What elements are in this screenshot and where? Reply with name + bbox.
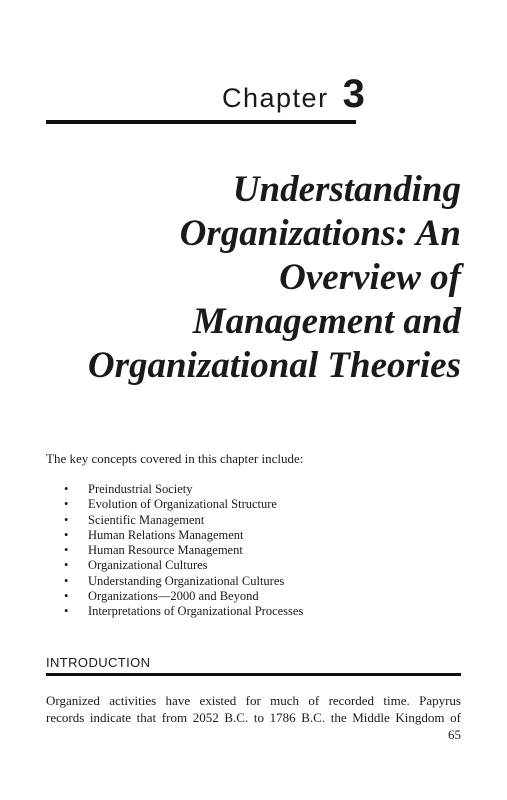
section-heading: INTRODUCTION	[46, 655, 151, 670]
chapter-title	[1, 168, 461, 388]
list-item-text: Organizational Cultures	[88, 558, 208, 573]
list-item-text: Human Relations Management	[88, 527, 244, 542]
list-item	[64, 604, 303, 619]
list-item	[64, 497, 303, 512]
bullet-icon: •	[64, 604, 69, 619]
page-number: 65	[448, 727, 461, 742]
list-item-text: Preindustrial Society	[88, 482, 193, 496]
bullet-icon: •	[64, 558, 69, 573]
chapter-label: Chapter	[222, 83, 329, 113]
bullet-icon: •	[64, 482, 69, 496]
title-line: Management and	[192, 301, 461, 342]
chapter-number: 3	[342, 72, 365, 116]
list-item	[64, 574, 303, 589]
chapter-heading	[0, 72, 507, 117]
list-item	[64, 558, 303, 573]
bullet-icon: •	[64, 512, 69, 527]
bullet-icon: •	[64, 573, 69, 588]
list-item	[64, 589, 303, 604]
list-item-text: Human Resource Management	[88, 543, 243, 558]
title-line: Organizations: An	[179, 213, 461, 254]
body-line: Organized activities have existed for much of recorded time. Papyrus	[46, 693, 461, 708]
key-concepts-intro: The key concepts covered in this chapter include:	[46, 451, 304, 466]
list-item-text: Scientific Management	[88, 512, 205, 527]
title-line: Organizational Theories	[87, 345, 461, 386]
list-item-text: Interpretations of Organizational Processes	[88, 604, 304, 619]
list-item-text: Organizations—2000 and Beyond	[88, 589, 259, 604]
section-rule	[46, 673, 461, 676]
list-item	[64, 528, 303, 543]
bullet-icon: •	[64, 589, 69, 604]
body-line: records indicate that from 2052 B.C. to 1786 B.C. the Middle Kingdom of	[46, 710, 461, 725]
list-item	[64, 543, 303, 558]
list-item	[64, 482, 303, 497]
body-paragraph	[46, 692, 461, 726]
bullet-icon: •	[64, 543, 69, 558]
list-item-text: Evolution of Organizational Structure	[88, 497, 277, 512]
list-item-text: Understanding Organizational Cultures	[88, 573, 285, 588]
list-item	[64, 513, 303, 528]
bullet-icon: •	[64, 497, 69, 512]
key-concepts-list	[64, 482, 303, 620]
title-line: Understanding	[232, 169, 461, 210]
bullet-icon: •	[64, 527, 69, 542]
title-line: Overview of	[279, 257, 461, 298]
chapter-rule	[46, 120, 356, 124]
